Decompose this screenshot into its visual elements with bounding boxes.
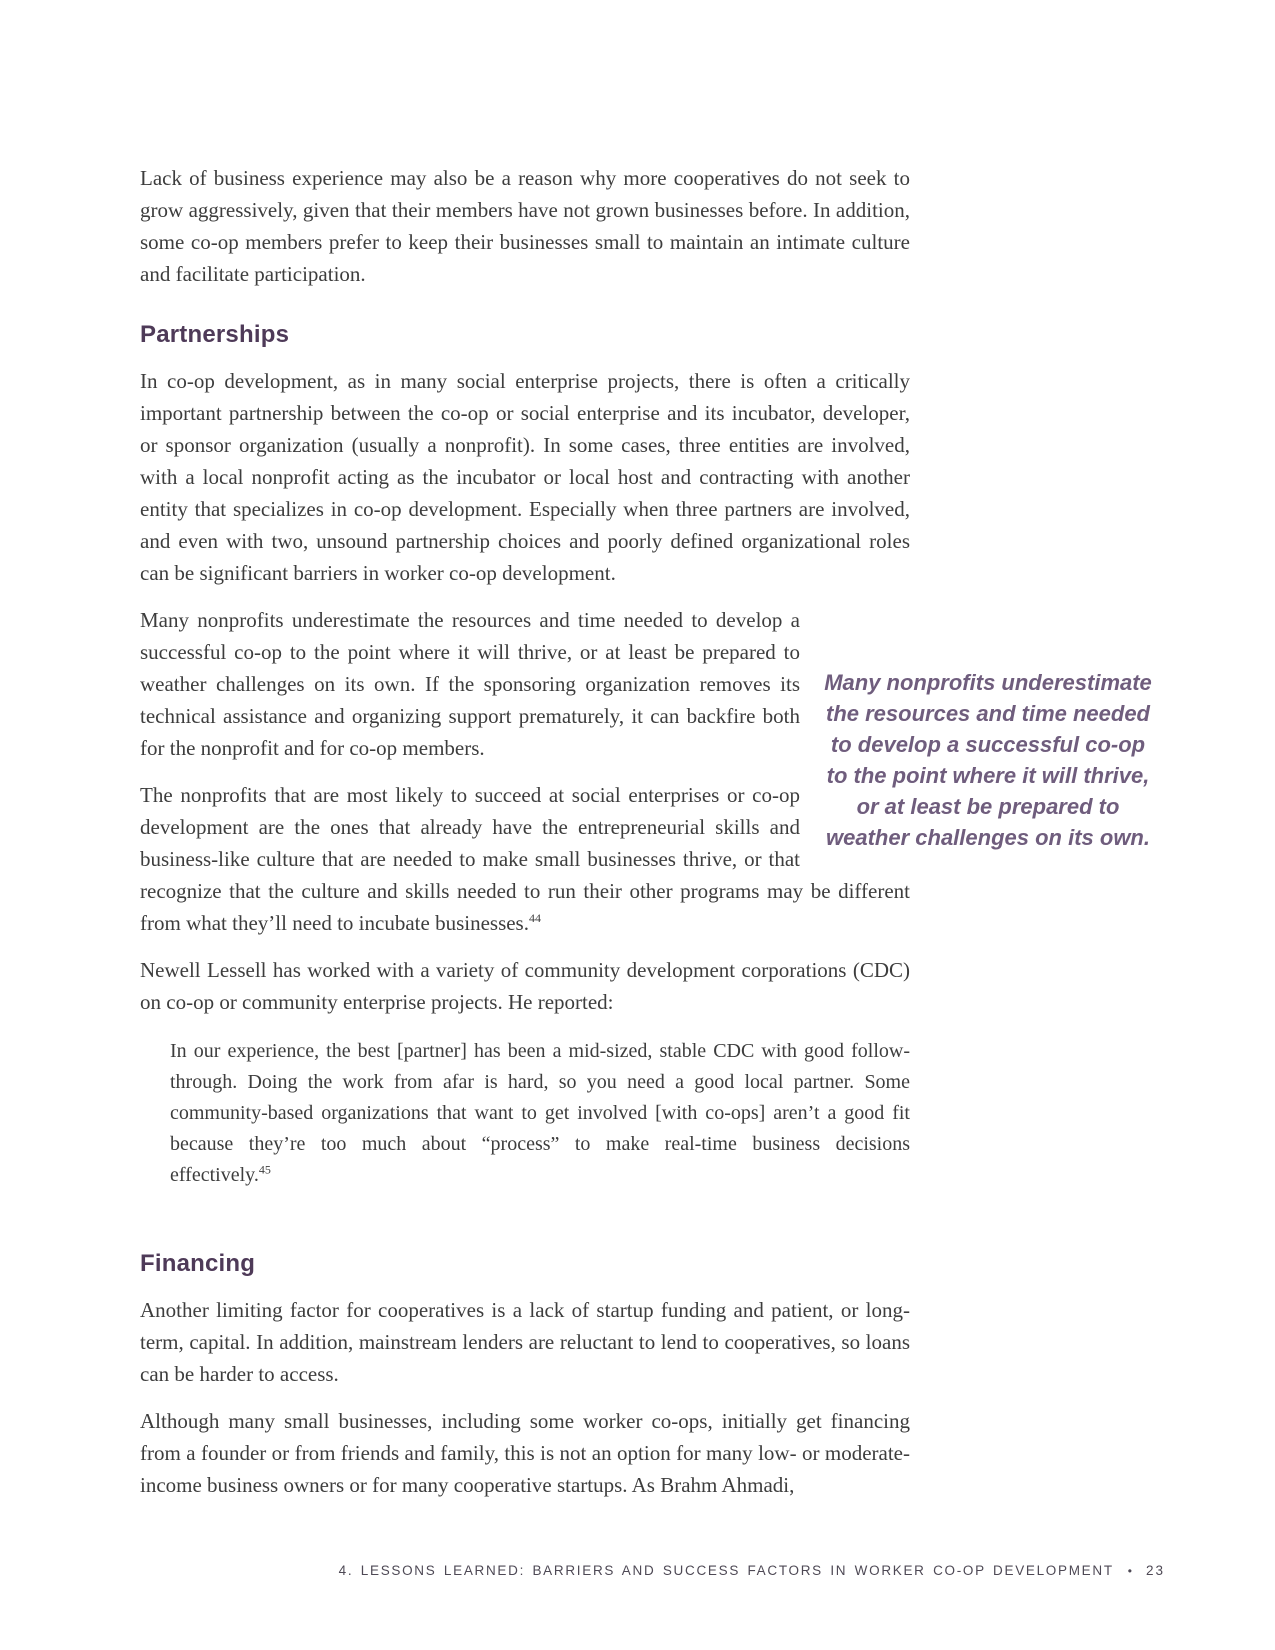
block-quote xyxy=(170,1036,910,1191)
financing-heading: Financing xyxy=(140,1250,256,1277)
partnerships-paragraph-2: Many nonprofits underestimate the resources and time needed to develop a successful co-op to the point where it will thrive, or at least be prepared to weather challenges on its own. If the sponsoring organization removes its technical assistance and organizing support prematurely, it can backfire both for the nonprofit and for co-op members. xyxy=(140,608,800,760)
footnote-ref-44: 44 xyxy=(528,911,541,925)
partnerships-paragraph-4: Newell Lessell has worked with a variety of community development corporations (CDC) on co-op or community enterprise projects. He reported: xyxy=(140,958,910,1014)
financing-paragraph-1: Another limiting factor for cooperatives is a lack of startup funding and patient, or long-term, capital. In addition, mainstream lenders are reluctant to lend to cooperatives, so loans can be harder to access. xyxy=(140,1298,910,1386)
page-footer xyxy=(339,1563,1165,1578)
financing-paragraph-2: Although many small businesses, including some worker co-ops, initially get financing from a founder or from friends and family, this is not an option for many low- or moderate-income business owners or for many cooperative startups. As Brahm Ahmadi, xyxy=(140,1409,910,1497)
footer-bullet-separator: • xyxy=(1127,1564,1132,1578)
partnerships-paragraph-3-text: The nonprofits that are most likely to succeed at social enterprises or co-op development are the ones that already have the entrepreneurial skills and business-like culture that are needed to make small businesses thrive, or that recognize that the culture and skills needed to run their other programs may be different from what they’ll need to incubate businesses. xyxy=(140,783,910,935)
page-content xyxy=(140,0,1152,1501)
footer-page-number: 23 xyxy=(1145,1563,1165,1578)
footer-running-title: 4. LESSONS LEARNED: BARRIERS AND SUCCESS FACTORS IN WORKER CO-OP DEVELOPMENT xyxy=(338,1563,1114,1578)
partnerships-paragraph-3 xyxy=(140,779,910,939)
block-quote-text: In our experience, the best [partner] has been a mid-sized, stable CDC with good follow-through. Doing the work from afar is hard, so you need a good local partner. Some community-based organizations that want to get involved [with co-ops] aren’t a good fit because they’re too much about “process” to make real-time business decisions effectively. xyxy=(170,1040,910,1186)
partnerships-paragraph-1: In co-op development, as in many social enterprise projects, there is often a critically important partnership between the co-op or social enterprise and its incubator, developer, or sponsor organization (usually a nonprofit). In some cases, three entities are involved, with a local nonprofit acting as the incubator or local host and contracting with another entity that specializes in co-op development. Especially when three partners are involved, and even with two, unsound partnership choices and poorly defined organizational roles can be significant barriers in worker co-op development. xyxy=(140,369,910,585)
intro-paragraph: Lack of business experience may also be a reason why more cooperatives do not seek to grow aggressively, given that their members have not grown businesses before. In addition, some co-op members prefer to keep their businesses small to maintain an intimate culture and facilitate participation. xyxy=(140,166,910,286)
pull-quote: Many nonprofits underestimate the resources and time needed to develop a successful co-op to the point where it will thrive, or at least be prepared to weather challenges on its own. xyxy=(824,670,1152,850)
partnerships-heading: Partnerships xyxy=(140,321,290,348)
footnote-ref-45: 45 xyxy=(258,1162,271,1177)
